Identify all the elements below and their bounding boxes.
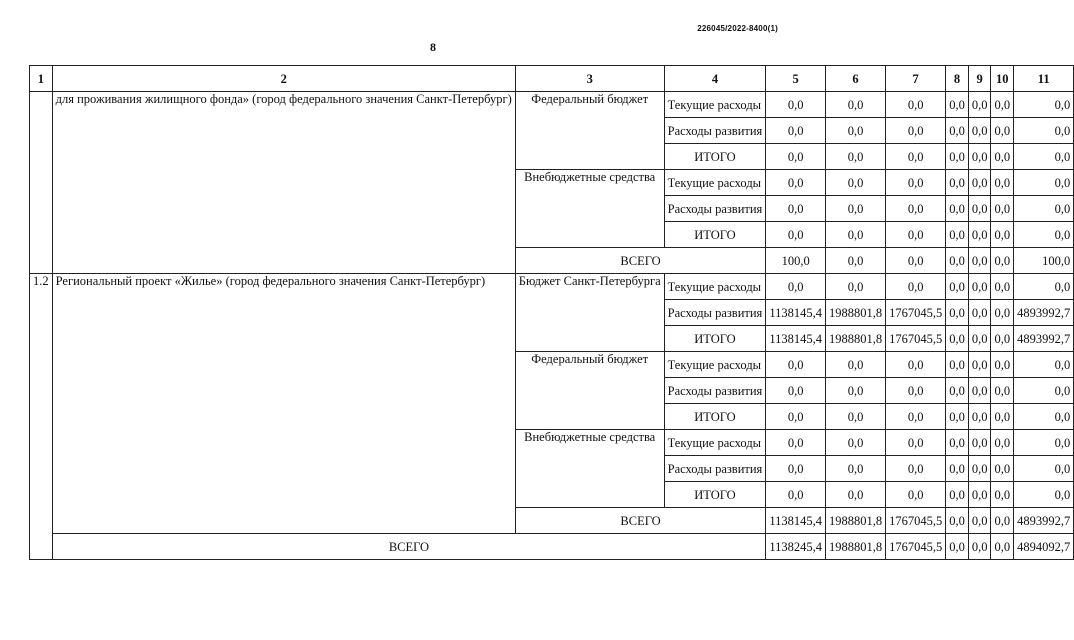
value-cell: 0,0 bbox=[991, 456, 1014, 482]
item-number-cell bbox=[30, 92, 53, 274]
value-cell: 0,0 bbox=[946, 248, 969, 274]
header-row bbox=[30, 66, 1074, 92]
value-cell: 0,0 bbox=[825, 92, 885, 118]
value-cell: 0,0 bbox=[766, 430, 826, 456]
subtotal-label: ВСЕГО bbox=[515, 508, 766, 534]
value-cell: 0,0 bbox=[991, 196, 1014, 222]
value-cell: 0,0 bbox=[825, 378, 885, 404]
value-cell: 0,0 bbox=[946, 144, 969, 170]
value-cell: 0,0 bbox=[968, 300, 991, 326]
budget-table-body bbox=[30, 66, 1074, 560]
value-cell: 0,0 bbox=[968, 196, 991, 222]
value-cell: 0,0 bbox=[766, 352, 826, 378]
grand-total-label: ВСЕГО bbox=[52, 534, 766, 560]
header-cell: 8 bbox=[946, 66, 969, 92]
funding-source-cell: Федеральный бюджет bbox=[515, 92, 664, 170]
value-cell: 0,0 bbox=[991, 326, 1014, 352]
value-cell: 4893992,7 bbox=[1014, 508, 1074, 534]
header-cell: 3 bbox=[515, 66, 664, 92]
value-cell: 0,0 bbox=[946, 118, 969, 144]
value-cell: 0,0 bbox=[825, 352, 885, 378]
value-cell: 0,0 bbox=[886, 196, 946, 222]
value-cell: 0,0 bbox=[825, 482, 885, 508]
item-number-cell: 1.2 bbox=[30, 274, 53, 560]
expense-type-cell: Расходы развития bbox=[664, 456, 766, 482]
value-cell: 0,0 bbox=[766, 456, 826, 482]
value-cell: 0,0 bbox=[1014, 482, 1074, 508]
value-cell: 0,0 bbox=[991, 352, 1014, 378]
table-row bbox=[30, 92, 1074, 118]
value-cell: 4894092,7 bbox=[1014, 534, 1074, 560]
header-cell: 6 bbox=[825, 66, 885, 92]
value-cell: 0,0 bbox=[766, 196, 826, 222]
value-cell: 0,0 bbox=[766, 378, 826, 404]
expense-type-cell: Расходы развития bbox=[664, 196, 766, 222]
value-cell: 1138145,4 bbox=[766, 508, 826, 534]
value-cell: 0,0 bbox=[991, 170, 1014, 196]
value-cell: 0,0 bbox=[886, 352, 946, 378]
value-cell: 0,0 bbox=[1014, 144, 1074, 170]
value-cell: 0,0 bbox=[946, 352, 969, 378]
expense-type-cell: Текущие расходы bbox=[664, 274, 766, 300]
header-cell: 7 bbox=[886, 66, 946, 92]
value-cell: 0,0 bbox=[946, 508, 969, 534]
value-cell: 0,0 bbox=[886, 92, 946, 118]
value-cell: 0,0 bbox=[968, 92, 991, 118]
value-cell: 0,0 bbox=[825, 404, 885, 430]
value-cell: 0,0 bbox=[825, 274, 885, 300]
value-cell: 100,0 bbox=[1014, 248, 1074, 274]
value-cell: 1138145,4 bbox=[766, 300, 826, 326]
value-cell: 0,0 bbox=[766, 274, 826, 300]
value-cell: 0,0 bbox=[825, 222, 885, 248]
value-cell: 0,0 bbox=[968, 508, 991, 534]
value-cell: 0,0 bbox=[825, 144, 885, 170]
value-cell: 0,0 bbox=[991, 248, 1014, 274]
value-cell: 0,0 bbox=[886, 144, 946, 170]
value-cell: 0,0 bbox=[946, 456, 969, 482]
funding-source-cell: Внебюджетные средства bbox=[515, 170, 664, 248]
value-cell: 0,0 bbox=[946, 326, 969, 352]
header-cell: 11 bbox=[1014, 66, 1074, 92]
header-cell: 5 bbox=[766, 66, 826, 92]
value-cell: 0,0 bbox=[1014, 170, 1074, 196]
table-row bbox=[30, 274, 1074, 300]
value-cell: 0,0 bbox=[1014, 430, 1074, 456]
value-cell: 0,0 bbox=[766, 144, 826, 170]
value-cell: 0,0 bbox=[886, 222, 946, 248]
value-cell: 0,0 bbox=[1014, 352, 1074, 378]
value-cell: 0,0 bbox=[991, 534, 1014, 560]
expense-type-cell: Текущие расходы bbox=[664, 92, 766, 118]
value-cell: 0,0 bbox=[825, 196, 885, 222]
value-cell: 4893992,7 bbox=[1014, 326, 1074, 352]
item-name-cell: для проживания жилищного фонда» (город федерального значения Санкт-Петербург) bbox=[52, 92, 515, 274]
subtotal-label: ВСЕГО bbox=[515, 248, 766, 274]
value-cell: 0,0 bbox=[968, 482, 991, 508]
expense-type-cell: Расходы развития bbox=[664, 300, 766, 326]
value-cell: 0,0 bbox=[946, 170, 969, 196]
value-cell: 0,0 bbox=[968, 118, 991, 144]
value-cell: 0,0 bbox=[825, 118, 885, 144]
value-cell: 0,0 bbox=[1014, 378, 1074, 404]
document-id: 226045/2022-8400(1) bbox=[697, 24, 778, 33]
value-cell: 0,0 bbox=[968, 144, 991, 170]
value-cell: 0,0 bbox=[886, 118, 946, 144]
value-cell: 0,0 bbox=[991, 118, 1014, 144]
value-cell: 0,0 bbox=[886, 430, 946, 456]
value-cell: 0,0 bbox=[968, 456, 991, 482]
value-cell: 0,0 bbox=[946, 482, 969, 508]
value-cell: 0,0 bbox=[886, 404, 946, 430]
value-cell: 0,0 bbox=[1014, 196, 1074, 222]
value-cell: 1767045,5 bbox=[886, 508, 946, 534]
header-cell: 2 bbox=[52, 66, 515, 92]
value-cell: 1138145,4 bbox=[766, 326, 826, 352]
value-cell: 0,0 bbox=[946, 222, 969, 248]
value-cell: 0,0 bbox=[991, 144, 1014, 170]
value-cell: 0,0 bbox=[968, 222, 991, 248]
value-cell: 0,0 bbox=[991, 430, 1014, 456]
value-cell: 1138245,4 bbox=[766, 534, 826, 560]
value-cell: 0,0 bbox=[1014, 222, 1074, 248]
value-cell: 0,0 bbox=[1014, 456, 1074, 482]
value-cell: 0,0 bbox=[968, 248, 991, 274]
value-cell: 0,0 bbox=[825, 170, 885, 196]
value-cell: 1988801,8 bbox=[825, 508, 885, 534]
expense-type-cell: ИТОГО bbox=[664, 482, 766, 508]
value-cell: 0,0 bbox=[946, 196, 969, 222]
value-cell: 0,0 bbox=[766, 482, 826, 508]
value-cell: 0,0 bbox=[968, 430, 991, 456]
funding-source-cell: Федеральный бюджет bbox=[515, 352, 664, 430]
value-cell: 0,0 bbox=[886, 274, 946, 300]
expense-type-cell: Расходы развития bbox=[664, 378, 766, 404]
value-cell: 0,0 bbox=[991, 508, 1014, 534]
value-cell: 0,0 bbox=[991, 92, 1014, 118]
value-cell: 0,0 bbox=[946, 274, 969, 300]
funding-source-cell: Бюджет Санкт-Петербурга bbox=[515, 274, 664, 352]
value-cell: 4893992,7 bbox=[1014, 300, 1074, 326]
value-cell: 0,0 bbox=[968, 274, 991, 300]
value-cell: 0,0 bbox=[1014, 404, 1074, 430]
value-cell: 0,0 bbox=[946, 300, 969, 326]
value-cell: 0,0 bbox=[766, 170, 826, 196]
value-cell: 0,0 bbox=[886, 170, 946, 196]
value-cell: 0,0 bbox=[991, 274, 1014, 300]
value-cell: 0,0 bbox=[991, 378, 1014, 404]
value-cell: 0,0 bbox=[1014, 274, 1074, 300]
value-cell: 0,0 bbox=[766, 118, 826, 144]
value-cell: 0,0 bbox=[886, 248, 946, 274]
expense-type-cell: ИТОГО bbox=[664, 404, 766, 430]
value-cell: 100,0 bbox=[766, 248, 826, 274]
grand-total-row bbox=[30, 534, 1074, 560]
value-cell: 0,0 bbox=[946, 534, 969, 560]
value-cell: 0,0 bbox=[886, 482, 946, 508]
value-cell: 0,0 bbox=[886, 378, 946, 404]
value-cell: 1988801,8 bbox=[825, 534, 885, 560]
value-cell: 0,0 bbox=[968, 352, 991, 378]
value-cell: 0,0 bbox=[1014, 92, 1074, 118]
value-cell: 0,0 bbox=[766, 404, 826, 430]
value-cell: 0,0 bbox=[946, 404, 969, 430]
page-number: 8 bbox=[430, 40, 436, 54]
value-cell: 0,0 bbox=[1014, 118, 1074, 144]
value-cell: 0,0 bbox=[946, 378, 969, 404]
value-cell: 0,0 bbox=[946, 92, 969, 118]
expense-type-cell: ИТОГО bbox=[664, 222, 766, 248]
expense-type-cell: ИТОГО bbox=[664, 144, 766, 170]
value-cell: 0,0 bbox=[968, 378, 991, 404]
value-cell: 0,0 bbox=[766, 92, 826, 118]
expense-type-cell: Текущие расходы bbox=[664, 352, 766, 378]
value-cell: 0,0 bbox=[886, 456, 946, 482]
header-cell: 1 bbox=[30, 66, 53, 92]
value-cell: 0,0 bbox=[991, 300, 1014, 326]
value-cell: 1767045,5 bbox=[886, 326, 946, 352]
expense-type-cell: Текущие расходы bbox=[664, 170, 766, 196]
expense-type-cell: Расходы развития bbox=[664, 118, 766, 144]
value-cell: 0,0 bbox=[946, 430, 969, 456]
value-cell: 1767045,5 bbox=[886, 300, 946, 326]
value-cell: 0,0 bbox=[766, 222, 826, 248]
value-cell: 1988801,8 bbox=[825, 326, 885, 352]
header-cell: 10 bbox=[991, 66, 1014, 92]
header-cell: 4 bbox=[664, 66, 766, 92]
value-cell: 0,0 bbox=[968, 170, 991, 196]
value-cell: 1767045,5 bbox=[886, 534, 946, 560]
value-cell: 0,0 bbox=[968, 534, 991, 560]
value-cell: 0,0 bbox=[991, 222, 1014, 248]
item-name-cell: Региональный проект «Жилье» (город федерального значения Санкт-Петербург) bbox=[52, 274, 515, 534]
value-cell: 0,0 bbox=[825, 430, 885, 456]
value-cell: 0,0 bbox=[968, 326, 991, 352]
budget-table bbox=[29, 65, 1074, 560]
expense-type-cell: Текущие расходы bbox=[664, 430, 766, 456]
value-cell: 0,0 bbox=[968, 404, 991, 430]
value-cell: 1988801,8 bbox=[825, 300, 885, 326]
expense-type-cell: ИТОГО bbox=[664, 326, 766, 352]
value-cell: 0,0 bbox=[825, 456, 885, 482]
value-cell: 0,0 bbox=[991, 482, 1014, 508]
value-cell: 0,0 bbox=[825, 248, 885, 274]
funding-source-cell: Внебюджетные средства bbox=[515, 430, 664, 508]
value-cell: 0,0 bbox=[991, 404, 1014, 430]
header-cell: 9 bbox=[968, 66, 991, 92]
